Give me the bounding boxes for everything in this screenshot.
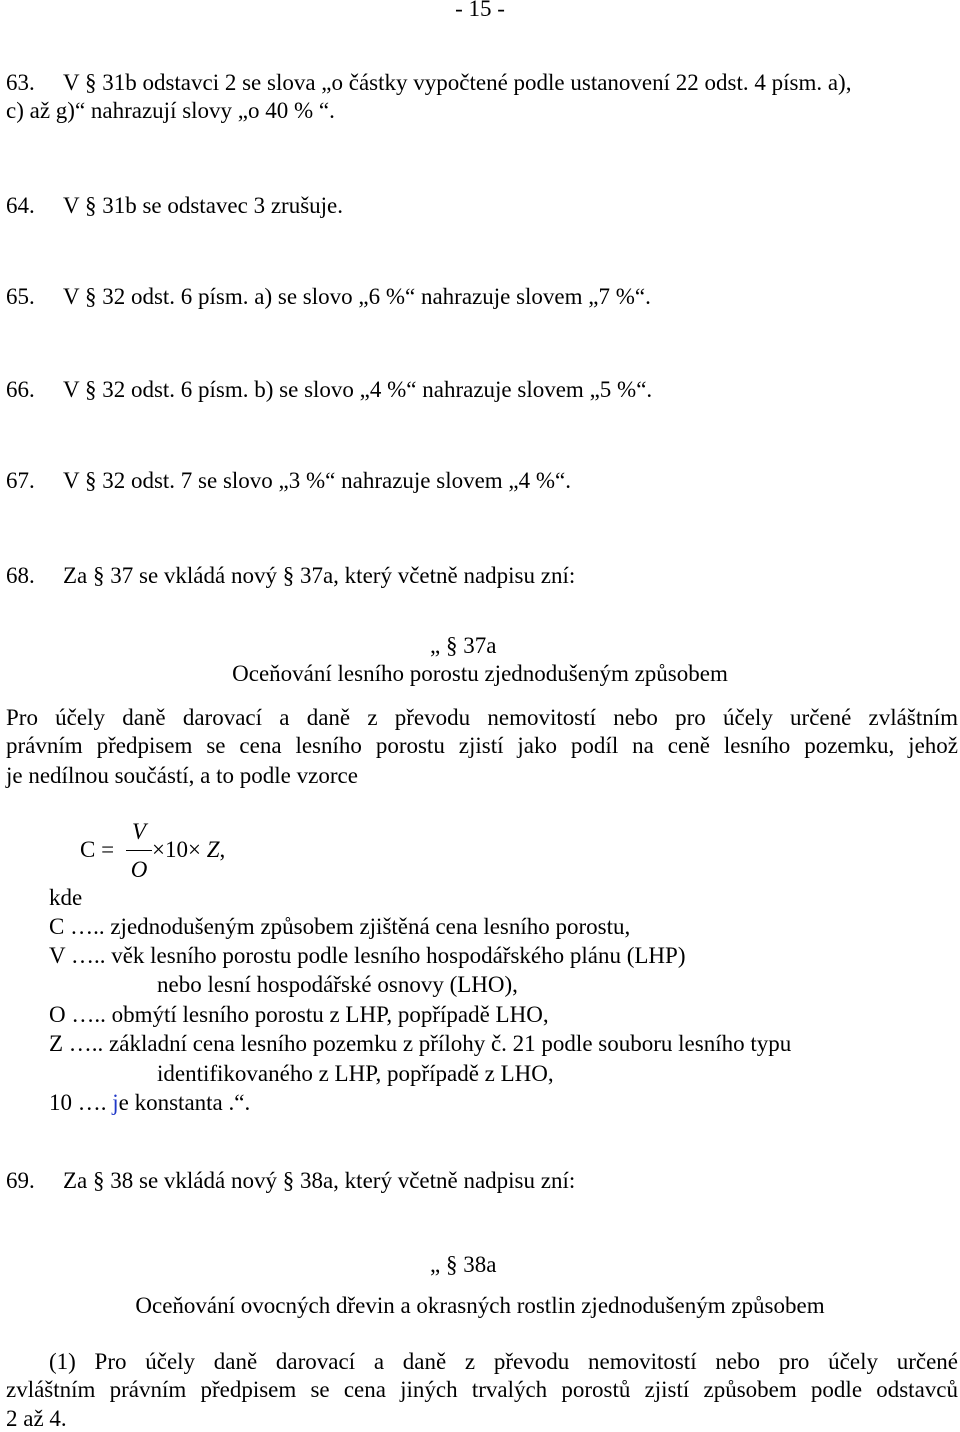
formula-denominator: O xyxy=(130,857,148,882)
legend-10-prefix: 10 …. xyxy=(49,1090,113,1115)
legend-item-o: O ….. obmýtí lesního porostu z LHP, popřípadě LHO, xyxy=(49,1002,549,1027)
legend-item-10 xyxy=(49,1090,250,1116)
formula-lhs: C = xyxy=(80,837,115,862)
item-text-63-line-2: c) až g)“ nahrazují slovy „o 40 % “. xyxy=(6,98,335,123)
formula-z: Z xyxy=(206,837,220,862)
legend-item-z: Z ….. základní cena lesního pozemku z přílohy č. 21 podle souboru lesního typu xyxy=(49,1031,792,1056)
item-text-66: V § 32 odst. 6 písm. b) se slovo „4 %“ nahrazuje slovem „5 %“. xyxy=(63,377,653,402)
item-text-64: V § 31b se odstavec 3 zrušuje. xyxy=(63,193,343,218)
item-text-68: Za § 37 se vkládá nový § 37a, který včetně nadpisu zní: xyxy=(63,563,576,588)
item-number-64: 64. xyxy=(6,193,35,218)
item-text-67: V § 32 odst. 7 se slovo „3 %“ nahrazuje slovem „4 %“. xyxy=(63,468,572,493)
legend-item-v: V ….. věk lesního porostu podle lesního hospodářského plánu (LHP) xyxy=(49,943,686,968)
section-38a-heading: „ § 38a xyxy=(430,1252,497,1277)
section-37a-title: Oceňování lesního porostu zjednodušeným způsobem xyxy=(232,661,728,686)
legend-kde: kde xyxy=(49,885,83,910)
item-number-69: 69. xyxy=(6,1168,35,1193)
section-38a-paragraph-line-2: zvláštním právním předpisem se cena jiných trvalých porostů zjistí způsobem podle odstavců xyxy=(6,1377,958,1402)
section-38a-paragraph-line-3: 2 až 4. xyxy=(6,1406,67,1431)
section-37a-heading: „ § 37a xyxy=(430,633,497,658)
item-number-68: 68. xyxy=(6,563,35,588)
formula-comma: , xyxy=(219,837,226,862)
legend-10-highlight: j xyxy=(112,1090,119,1115)
section-38a-title: Oceňování ovocných dřevin a okrasných rostlin zjednodušeným způsobem xyxy=(135,1293,825,1318)
formula-rest xyxy=(152,837,225,863)
item-number-63: 63. xyxy=(6,70,35,95)
section-37a-paragraph-line-1: Pro účely daně darovací a daně z převodu nemovitostí nebo pro účely určené zvláštním xyxy=(6,705,958,730)
item-number-66: 66. xyxy=(6,377,35,402)
item-number-67: 67. xyxy=(6,468,35,493)
times-icon: × xyxy=(152,837,165,862)
section-37a-paragraph-line-2: právním předpisem se cena lesního porostu zjistí jako podíl na ceně lesního pozemku, jehož xyxy=(6,733,958,758)
legend-item-c: C ….. zjednodušeným způsobem zjištěná cena lesního porostu, xyxy=(49,914,631,939)
page-number: - 15 - xyxy=(455,0,505,21)
legend-10-suffix: e konstanta .“. xyxy=(118,1090,251,1115)
times-icon: × xyxy=(187,837,201,862)
item-text-63-line-1: V § 31b odstavci 2 se slova „o částky vypočtené podle ustanovení 22 odst. 4 písm. a), xyxy=(63,70,852,95)
legend-item-z-continued: identifikovaného z LHP, popřípadě z LHO, xyxy=(157,1061,554,1086)
item-text-69: Za § 38 se vkládá nový § 38a, který včetně nadpisu zní: xyxy=(63,1168,576,1193)
formula-numerator: V xyxy=(131,819,147,844)
legend-item-v-continued: nebo lesní hospodářské osnovy (LHO), xyxy=(157,972,518,997)
section-37a-paragraph-line-3: je nedílnou součástí, a to podle vzorce xyxy=(6,763,358,788)
section-38a-paragraph-line-1: (1) Pro účely daně darovací a daně z převodu nemovitostí nebo pro účely určené xyxy=(49,1349,958,1374)
item-text-65: V § 32 odst. 6 písm. a) se slovo „6 %“ nahrazuje slovem „7 %“. xyxy=(63,284,651,309)
item-number-65: 65. xyxy=(6,284,35,309)
fraction-bar xyxy=(126,850,152,851)
formula-constant: 10 xyxy=(164,837,188,862)
